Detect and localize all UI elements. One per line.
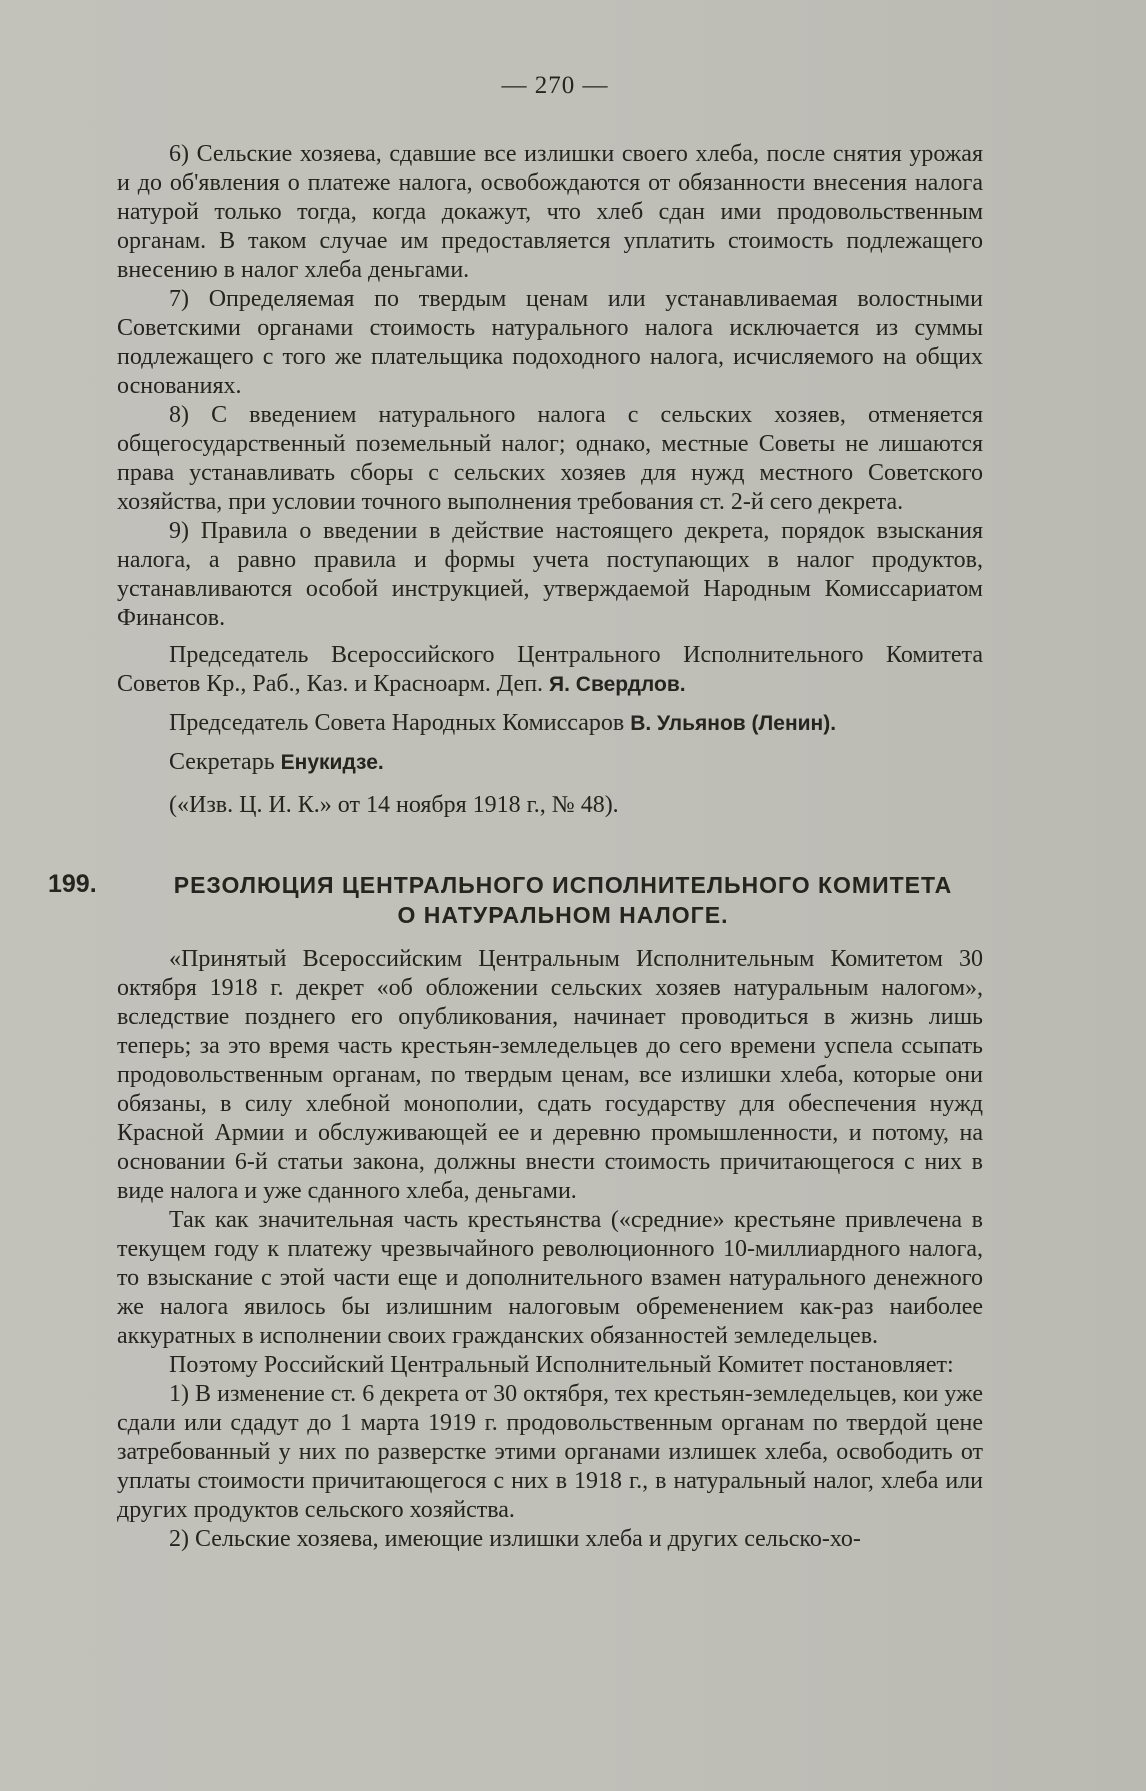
decree-continuation xyxy=(117,140,983,820)
section-title-line-1: РЕЗОЛЮЦИЯ ЦЕНТРАЛЬНОГО ИСПОЛНИТЕЛЬНОГО КОМИТЕТА xyxy=(173,872,953,898)
signature-secretary-name: Енукидзе. xyxy=(280,751,384,774)
resolution-paragraph-2: Так как значительная часть крестьянства («средние» крестьяне привлечена в текущем году к платежу чрезвычайного революционного 10-миллиардного налога, то взыскание с этой части еще и дополнительного взамен натурального денежного же налога явилось бы излишним налоговым обременением как-раз наиболее аккуратных в исполнении своих гражданских обязанностей земледельцев. xyxy=(117,1207,983,1349)
resolution-paragraph-3: Поэтому Российский Центральный Исполнительный Комитет постановляет: xyxy=(169,1352,954,1378)
resolution-body xyxy=(117,945,983,1554)
page-number: — 270 — xyxy=(501,72,609,99)
source-citation: («Изв. Ц. И. К.» от 14 ноября 1918 г., № 48). xyxy=(169,792,619,818)
section-header xyxy=(48,870,983,930)
signature-snk-text: Председатель Совета Народных Комиссаров xyxy=(169,710,625,736)
signature-secretary-text: Секретарь xyxy=(169,749,275,775)
section-number: 199. xyxy=(48,870,97,898)
signature-snk-name: В. Ульянов (Ленин). xyxy=(630,712,837,735)
point-8: 8) С введением натурального налога с сельских хозяев, отменяется общегосударственный поземельный налог; однако, местные Советы не лишаются права устанавливать сборы с сельских хозяев для нужд местного Советского хозяйства, при условии точного выполнения требования ст. 2-й сего декрета. xyxy=(117,402,983,515)
signature-vtsik-text: Председатель Всероссийского Центрального Исполнительного Комитета Советов Кр., Раб., Каз. и Красноарм. Деп. xyxy=(117,642,983,697)
point-7: 7) Определяемая по твердым ценам или устанавливаемая волостными Советскими органами стоимость натурального налога исключается из суммы подлежащего с того же плательщика подоходного налога, исчисляемого на общих основаниях. xyxy=(117,286,983,399)
point-9: 9) Правила о введении в действие настоящего декрета, порядок взыскания налога, а равно правила и формы учета поступающих в налог продуктов, устанавливаются особой инструкцией, утверждаемой Народным Комиссариатом Финансов. xyxy=(117,518,983,631)
signature-vtsik xyxy=(117,641,983,699)
signature-secretary xyxy=(117,748,983,777)
section-title-line-2: О НАТУРАЛЬНОМ НАЛОГЕ. xyxy=(397,902,729,928)
signature-snk xyxy=(117,709,983,738)
resolution-paragraph-1: «Принятый Всероссийским Центральным Исполнительным Комитетом 30 октября 1918 г. декрет «об обложении сельских хозяев натуральным налогом», вследствие позднего его опубликования, начинает проводиться в жизнь лишь теперь; за это время часть крестьян-земледельцев до сего времени успела ссыпать продовольственным органам, по твердым ценам, все излишки хлеба, которые они обязаны, в силу хлебной монополии, сдать государству для обеспечения нужд Красной Армии и обслуживающей ее и деревню промышленности, и потому, на основании 6-й статьи закона, должны внести стоимость причитающегося с них в виде налога и уже сданного хлеба, деньгами. xyxy=(117,946,983,1204)
resolution-point-2: 2) Сельские хозяева, имеющие излишки хлеба и других сельско-хо- xyxy=(169,1526,861,1552)
resolution-point-1: 1) В изменение ст. 6 декрета от 30 октября, тех крестьян-земледельцев, кои уже сдали или сдадут до 1 марта 1919 г. продовольственным органам по твердой цене затребованный у них по разверстке этими органами излишек хлеба, освободить от уплаты стоимости причитающегося с них в 1918 г., в натуральный налог, хлеба или других продуктов сельского хозяйства. xyxy=(117,1381,983,1523)
point-6: 6) Сельские хозяева, сдавшие все излишки своего хлеба, после снятия урожая и до об'явления о платеже налога, освобождаются от обязанности внесения налога натурой только тогда, когда докажут, что хлеб сдан ими продовольственным органам. В таком случае им предоставляется уплатить стоимость подлежащего внесению в налог хлеба деньгами. xyxy=(117,141,983,283)
signature-vtsik-name: Я. Свердлов. xyxy=(549,673,686,696)
